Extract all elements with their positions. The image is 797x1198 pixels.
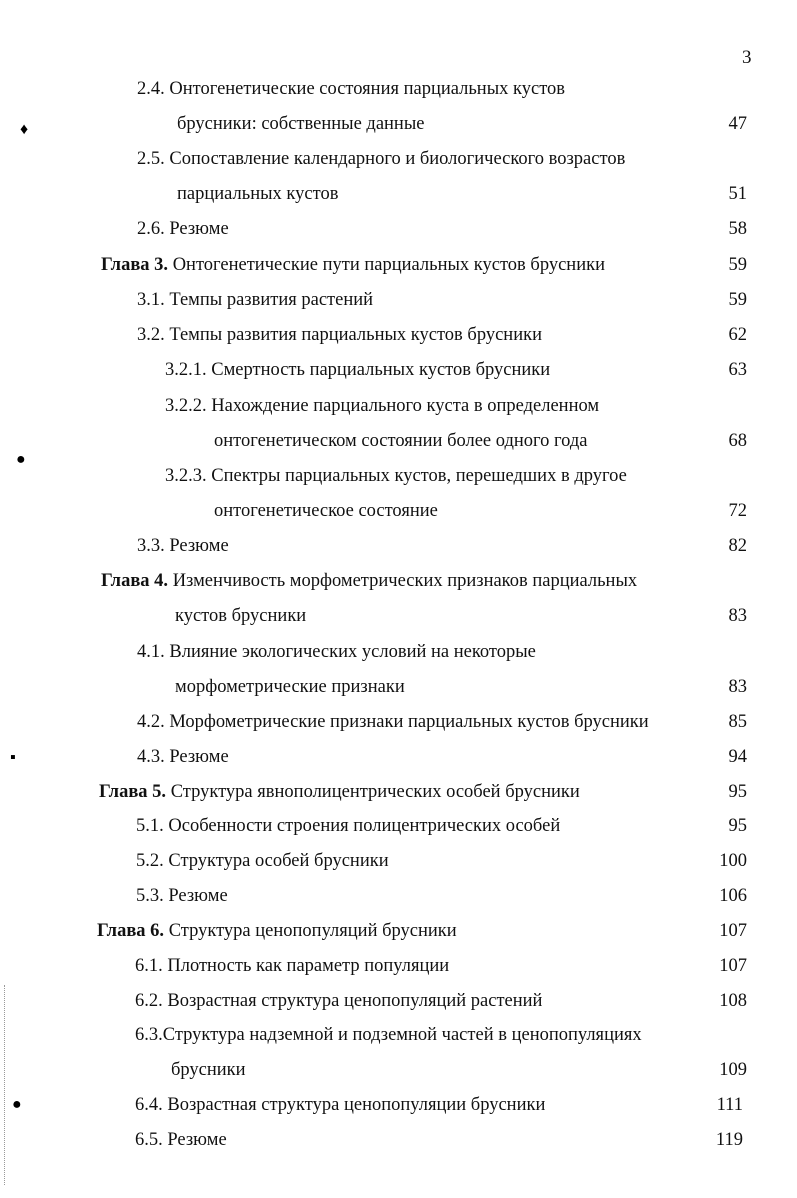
toc-entry-page: 83 <box>728 677 747 697</box>
toc-entry-2-6 <box>0 215 797 243</box>
toc-chapter-4 <box>0 567 797 595</box>
scan-mark: ● <box>12 1096 22 1113</box>
toc-entry-page: 47 <box>728 114 747 134</box>
toc-entry-page: 109 <box>719 1060 747 1080</box>
toc-entry-title: 4.3. Резюме <box>137 747 229 767</box>
toc-entry-2-5 <box>0 145 797 173</box>
toc-entry-title: 6.1. Плотность как параметр популяции <box>135 956 450 976</box>
toc-entry-page: 111 <box>716 1095 743 1115</box>
toc-entry-title: 2.4. Онтогенетические состояния парциальных кустов <box>137 79 566 99</box>
toc-chapter-title: Глава 5. Структура явнополицентрических особей брусники <box>99 782 580 802</box>
page-number: 3 <box>742 47 752 68</box>
toc-entry-page: 85 <box>728 712 747 732</box>
toc-entry-page: 100 <box>719 851 747 871</box>
toc-entry-title: 4.1. Влияние экологических условий на некоторые <box>137 642 536 662</box>
toc-entry-page: 58 <box>728 219 747 239</box>
toc-entry-5-2 <box>0 847 797 875</box>
toc-entry-title: 3.1. Темпы развития растений <box>137 290 374 310</box>
toc-chapter-6 <box>0 917 797 945</box>
toc-entry-2-5-cont <box>0 180 797 208</box>
toc-entry-2-4 <box>0 75 797 103</box>
toc-entry-title: 5.2. Структура особей брусники <box>136 851 389 871</box>
toc-entry-title: 3.2.3. Спектры парциальных кустов, перешедших в другое <box>165 466 627 486</box>
toc-entry-title: 2.6. Резюме <box>137 219 229 239</box>
toc-chapter-title: Глава 6. Структура ценопопуляций брусники <box>97 921 457 941</box>
toc-entry-title: 3.2.2. Нахождение парциального куста в определенном <box>165 396 600 416</box>
scan-mark: ♦ <box>20 121 29 138</box>
toc-entry-title: 5.1. Особенности строения полицентрических особей <box>136 816 561 836</box>
toc-entry-page: 107 <box>719 956 747 976</box>
toc-entry-3-2-2-cont <box>0 427 797 455</box>
toc-entry-continuation: парциальных кустов <box>177 184 339 204</box>
toc-entry-page: 106 <box>719 886 747 906</box>
toc-entry-3-2-3-cont <box>0 497 797 525</box>
toc-entry-continuation: кустов брусники <box>175 606 307 626</box>
toc-entry-6-1 <box>0 952 797 980</box>
toc-entry-6-2 <box>0 987 797 1015</box>
toc-entry-page: 95 <box>728 782 747 802</box>
toc-entry-4-3 <box>0 743 797 771</box>
toc-entry-title: 2.5. Сопоставление календарного и биологического возрастов <box>137 149 626 169</box>
toc-entry-page: 68 <box>728 431 747 451</box>
toc-entry-title: 3.2.1. Смертность парциальных кустов брусники <box>165 360 551 380</box>
toc-entry-6-3 <box>0 1021 797 1049</box>
toc-entry-page: 94 <box>728 747 747 767</box>
toc-entry-page: 83 <box>728 606 747 626</box>
toc-entry-continuation: морфометрические признаки <box>175 677 405 697</box>
toc-entry-6-5 <box>0 1126 797 1154</box>
toc-entry-page: 59 <box>728 255 747 275</box>
scan-mark: ● <box>16 451 26 468</box>
toc-entry-6-3-cont <box>0 1056 797 1084</box>
margin-edge <box>4 985 7 1185</box>
toc-entry-page: 107 <box>719 921 747 941</box>
toc-entry-title: 6.4. Возрастная структура ценопопуляции брусники <box>135 1095 546 1115</box>
toc-chapter-title: Глава 3. Онтогенетические пути парциальных кустов брусники <box>101 255 605 275</box>
toc-entry-title: 6.5. Резюме <box>135 1130 227 1150</box>
toc-entry-page: 108 <box>719 991 747 1011</box>
toc-entry-page: 95 <box>728 816 747 836</box>
toc-entry-continuation: онтогенетическом состоянии более одного года <box>214 431 588 451</box>
toc-entry-title: 6.2. Возрастная структура ценопопуляций растений <box>135 991 543 1011</box>
toc-entry-continuation: брусники: собственные данные <box>177 114 425 134</box>
toc-entry-title: 4.2. Морфометрические признаки парциальных кустов брусники <box>137 712 649 732</box>
toc-entry-5-1 <box>0 812 797 840</box>
toc-entry-title: 3.2. Темпы развития парциальных кустов брусники <box>137 325 542 345</box>
toc-entry-continuation: онтогенетическое состояние <box>214 501 438 521</box>
toc-entry-3-1 <box>0 286 797 314</box>
toc-entry-page: 82 <box>728 536 747 556</box>
scan-mark: ▪ <box>10 749 16 766</box>
toc-entry-3-3 <box>0 532 797 560</box>
toc-chapter-3 <box>0 251 797 279</box>
toc-entry-page: 59 <box>728 290 747 310</box>
toc-entry-page: 72 <box>728 501 747 521</box>
toc-entry-2-4-cont <box>0 110 797 138</box>
toc-entry-page: 51 <box>728 184 747 204</box>
toc-entry-3-2 <box>0 321 797 349</box>
toc-entry-3-2-1 <box>0 356 797 384</box>
toc-entry-6-4 <box>0 1091 797 1119</box>
toc-entry-5-3 <box>0 882 797 910</box>
toc-chapter-5 <box>0 778 797 806</box>
toc-chapter-title: Глава 4. Изменчивость морфометрических признаков парциальных <box>101 571 638 591</box>
toc-entry-4-1-cont <box>0 673 797 701</box>
toc-entry-page: 63 <box>728 360 747 380</box>
toc-entry-4-1 <box>0 638 797 666</box>
toc-chapter-4-cont <box>0 602 797 630</box>
toc-entry-title: 6.3.Структура надземной и подземной частей в ценопопуляциях <box>135 1025 642 1045</box>
toc-entry-continuation: брусники <box>171 1060 246 1080</box>
toc-entry-title: 3.3. Резюме <box>137 536 229 556</box>
toc-entry-title: 5.3. Резюме <box>136 886 228 906</box>
toc-entry-page: 62 <box>728 325 747 345</box>
toc-entry-4-2 <box>0 708 797 736</box>
toc-entry-3-2-2 <box>0 392 797 420</box>
toc-entry-3-2-3 <box>0 462 797 490</box>
toc-entry-page: 119 <box>715 1130 743 1150</box>
